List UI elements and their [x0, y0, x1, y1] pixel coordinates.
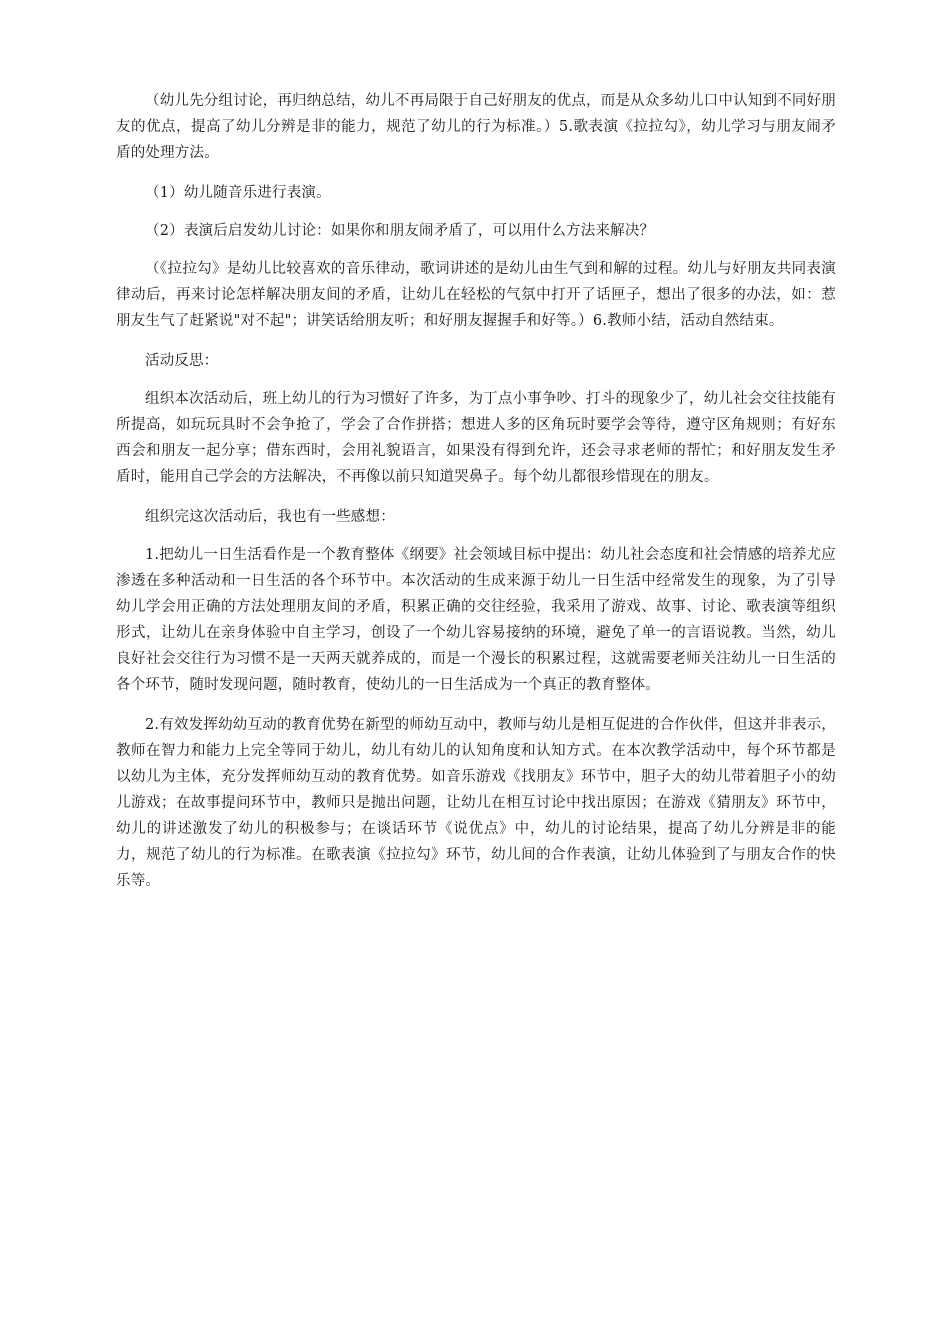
paragraph-reflection-body: 组织本次活动后，班上幼儿的行为习惯好了许多，为丁点小事争吵、打斗的现象少了，幼儿社会交往技能有所提高，如玩玩具时不会争抢了，学会了合作拼搭；想进人多的区角玩时要学会等待，遵守区角规则；有好东西会和朋友一起分享；借东西时，会用礼貌语言，如果没有得到允许，还会寻求老师的帮忙；和好朋友发生矛盾时，能用自己学会的方法解决，不再像以前只知道哭鼻子。每个幼儿都很珍惜现在的朋友。 — [116, 391, 836, 485]
paragraph-lalagou-note: （《拉拉勾》是幼儿比较喜欢的音乐律动，歌词讲述的是幼儿由生气到和解的过程。幼儿与好朋友共同表演律动后，再来讨论怎样解决朋友间的矛盾，让幼儿在轻松的气氛中打开了话匣子，想出了很多的办法，如：惹朋友生气了赶紧说"对不起"；讲笑话给朋友听；和好朋友握握手和好等。）6.教师小结，活动自然结束。 — [116, 261, 836, 329]
document-page — [116, 88, 836, 908]
paragraph-step-2: （2）表演后启发幼儿讨论：如果你和朋友闹矛盾了，可以用什么方法来解决？ — [145, 223, 655, 239]
paragraph-step-1: （1）幼儿随音乐进行表演。 — [145, 185, 331, 201]
paragraph-discussion-summary: （幼儿先分组讨论，再归纳总结，幼儿不再局限于自己好朋友的优点，而是从众多幼儿口中认知到不同好朋友的优点，提高了幼儿分辨是非的能力，规范了幼儿的行为标准。）5.歌表演《拉拉勾》，幼儿学习与朋友闹矛盾的处理方法。 — [116, 93, 836, 161]
paragraph-thought-2: 2.有效发挥幼幼互动的教育优势在新型的师幼互动中，教师与幼儿是相互促进的合作伙伴，但这并非表示，教师在智力和能力上完全等同于幼儿，幼儿有幼儿的认知角度和认知方式。在本次教学活动中，每个环节都是以幼儿为主体，充分发挥师幼互动的教育优势。如音乐游戏《找朋友》环节中，胆子大的幼儿带着胆子小的幼儿游戏；在故事提问环节中，教师只是抛出问题，让幼儿在相互讨论中找出原因；在游戏《猜朋友》环节中，幼儿的讲述激发了幼儿的积极参与；在谈话环节《说优点》中，幼儿的讨论结果，提高了幼儿分辨是非的能力，规范了幼儿的行为标准。在歌表演《拉拉勾》环节，幼儿间的合作表演，让幼儿体验到了与朋友合作的快乐等。 — [116, 717, 836, 889]
paragraph-thoughts-intro: 组织完这次活动后，我也有一些感想： — [145, 509, 395, 525]
paragraph-thought-1: 1.把幼儿一日生活看作是一个教育整体《纲要》社会领域目标中提出：幼儿社会态度和社会情感的培养尤应渗透在多种活动和一日生活的各个环节中。本次活动的生成来源于幼儿一日生活中经常发生的现象，为了引导幼儿学会用正确的方法处理朋友间的矛盾，积累正确的交往经验，我采用了游戏、故事、讨论、歌表演等组织形式，让幼儿在亲身体验中自主学习，创设了一个幼儿容易接纳的环境，避免了单一的言语说教。当然，幼儿良好社会交往行为习惯不是一天两天就养成的，而是一个漫长的积累过程，这就需要老师关注幼儿一日生活的各个环节，随时发现问题，随时教育，使幼儿的一日生活成为一个真正的教育整体。 — [116, 547, 836, 693]
heading-activity-reflection: 活动反思： — [145, 353, 219, 369]
